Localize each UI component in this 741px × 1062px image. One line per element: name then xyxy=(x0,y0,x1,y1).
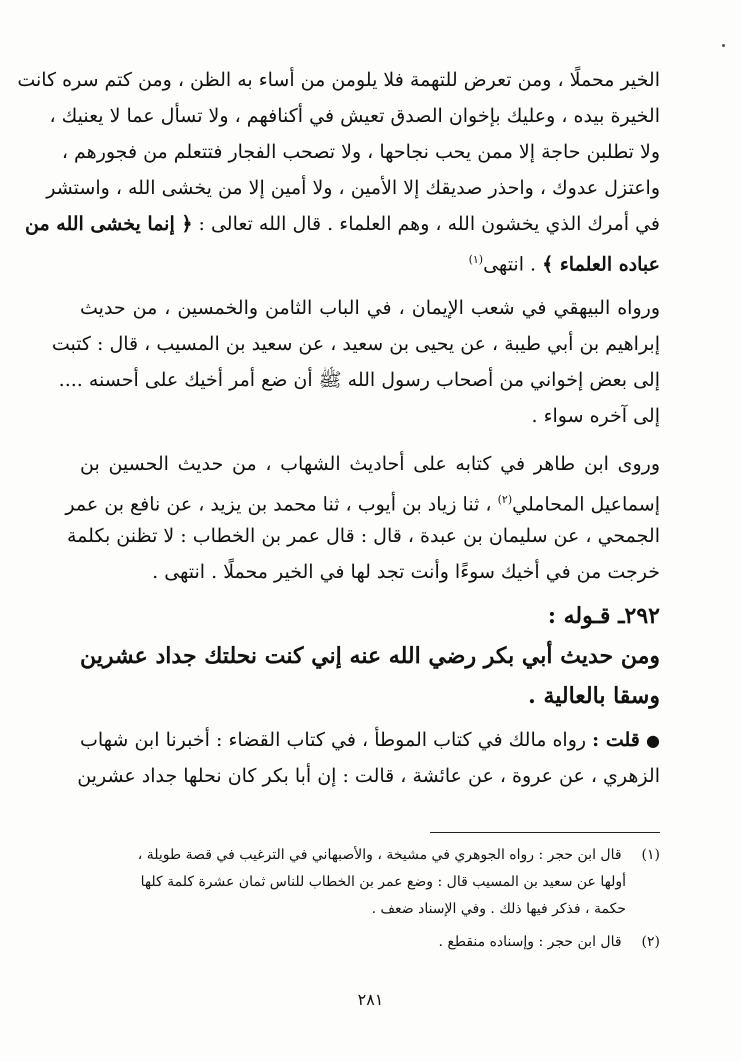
footnote-text: قال ابن حجر : وإسناده منقطع . xyxy=(438,934,622,950)
footnote-mark: (٢) xyxy=(497,493,513,506)
text-line xyxy=(80,722,660,758)
paragraph-2 xyxy=(51,290,660,434)
text-line xyxy=(25,206,660,242)
footnote-line: أولها عن سعيد بن المسيب قال : وضع عمر بن الخطاب للناس ثمان عشرة كلمة كلها xyxy=(140,874,626,890)
footnote-number: (١) xyxy=(641,847,660,863)
text-line xyxy=(80,242,660,278)
footnote-separator xyxy=(430,832,660,833)
text-line: وروى ابن طاهر في كتابه على أحاديث الشهاب ، من حديث الحسين بن xyxy=(80,453,660,475)
text-line: إلى بعض إخواني من أصحاب رسول الله ﷺ أن ضع أمر أخيك على أحسنه .... xyxy=(58,369,660,391)
quran-quote: عباده العلماء ﴾ xyxy=(542,253,660,276)
page-body xyxy=(17,62,660,794)
quoted-hadith xyxy=(80,636,660,716)
text-span: . انتهى xyxy=(483,253,537,276)
hadith-line: ومن حديث أبي بكر رضي الله عنه إني كنت نحلتك جداد عشرين xyxy=(80,643,660,669)
section-heading: ٢٩٢ـ قـوله : xyxy=(547,603,660,629)
page-speck xyxy=(722,44,725,47)
text-span: إسماعيل المحاملي xyxy=(512,493,660,516)
text-line: خرجت من في أخيك سوءًا وأنت تجد لها في الخير محملًا . انتهى . xyxy=(152,561,660,583)
text-line: ولا تطلبن حاجة إلا ممن يحب نجاحها ، ولا تصحب الفجار فتتعلم من فجورهم ، xyxy=(61,141,660,163)
footnote-line: حكمة ، فذكر فيها ذلك . وفي الإسناد ضعف . xyxy=(371,901,626,917)
text-line: الزهري ، عن عروة ، عن عائشة ، قالت : إن أبا بكر كان نحلها جداد عشرين xyxy=(77,765,660,787)
text-span: في أمرك الذي يخشون الله ، وهم العلماء . قال الله تعالى : xyxy=(198,213,660,235)
text-line: واعتزل عدوك ، واحذر صديقك إلا الأمين ، ولا أمين إلا من يخشى الله ، واستشر xyxy=(46,177,660,199)
text-line xyxy=(65,482,660,518)
footnote-line xyxy=(80,842,660,869)
paragraph-4 xyxy=(77,722,660,794)
paragraph-3 xyxy=(65,446,660,590)
footnote-text: قال ابن حجر : رواه الجوهري في مشيخة ، والأصبهاني في الترغيب في قصة طويلة ، xyxy=(137,847,622,863)
footnote-mark: (١) xyxy=(468,253,484,266)
text-line: الخيرة بيده ، وعليك بإخوان الصدق تعيش في أكنافهم ، ولا تسأل عما لا يعنيك ، xyxy=(49,105,660,127)
text-span: رواه مالك في كتاب الموطأ ، في كتاب القضاء : أخبرنا ابن شهاب xyxy=(80,729,587,751)
text-line: الجمحي ، عن سليمان بن عبدة ، قال : قال عمر بن الخطاب : لا تظنن بكلمة xyxy=(67,525,660,547)
hadith-line: وسقا بالعالية . xyxy=(528,683,660,709)
text-line: الخير محملًا ، ومن تعرض للتهمة فلا يلومن من أساء به الظن ، ومن كتم سره كانت xyxy=(17,69,660,91)
text-line: إبراهيم بن أبي طيبة ، عن يحيى بن سعيد ، عن سعيد بن المسيب ، قال : كتبت xyxy=(51,333,660,355)
footnotes xyxy=(80,842,660,956)
footnote-number: (٢) xyxy=(641,934,660,950)
paragraph-1 xyxy=(17,62,660,278)
bullet-icon: ● xyxy=(645,731,660,750)
qultu-label: قلت : xyxy=(592,729,640,751)
footnote-line xyxy=(80,929,660,956)
text-line: إلى آخره سواء . xyxy=(531,405,660,427)
page-number: ٢٨١ xyxy=(357,990,384,1009)
quran-quote: ﴿ إنما يخشى الله من xyxy=(25,213,193,235)
text-span: ، ثنا زياد بن أيوب ، ثنا محمد بن يزيد ، عن نافع بن عمر xyxy=(65,493,492,516)
text-line: ورواه البيهقي في شعب الإيمان ، في الباب الثامن والخمسين ، من حديث xyxy=(80,297,660,319)
